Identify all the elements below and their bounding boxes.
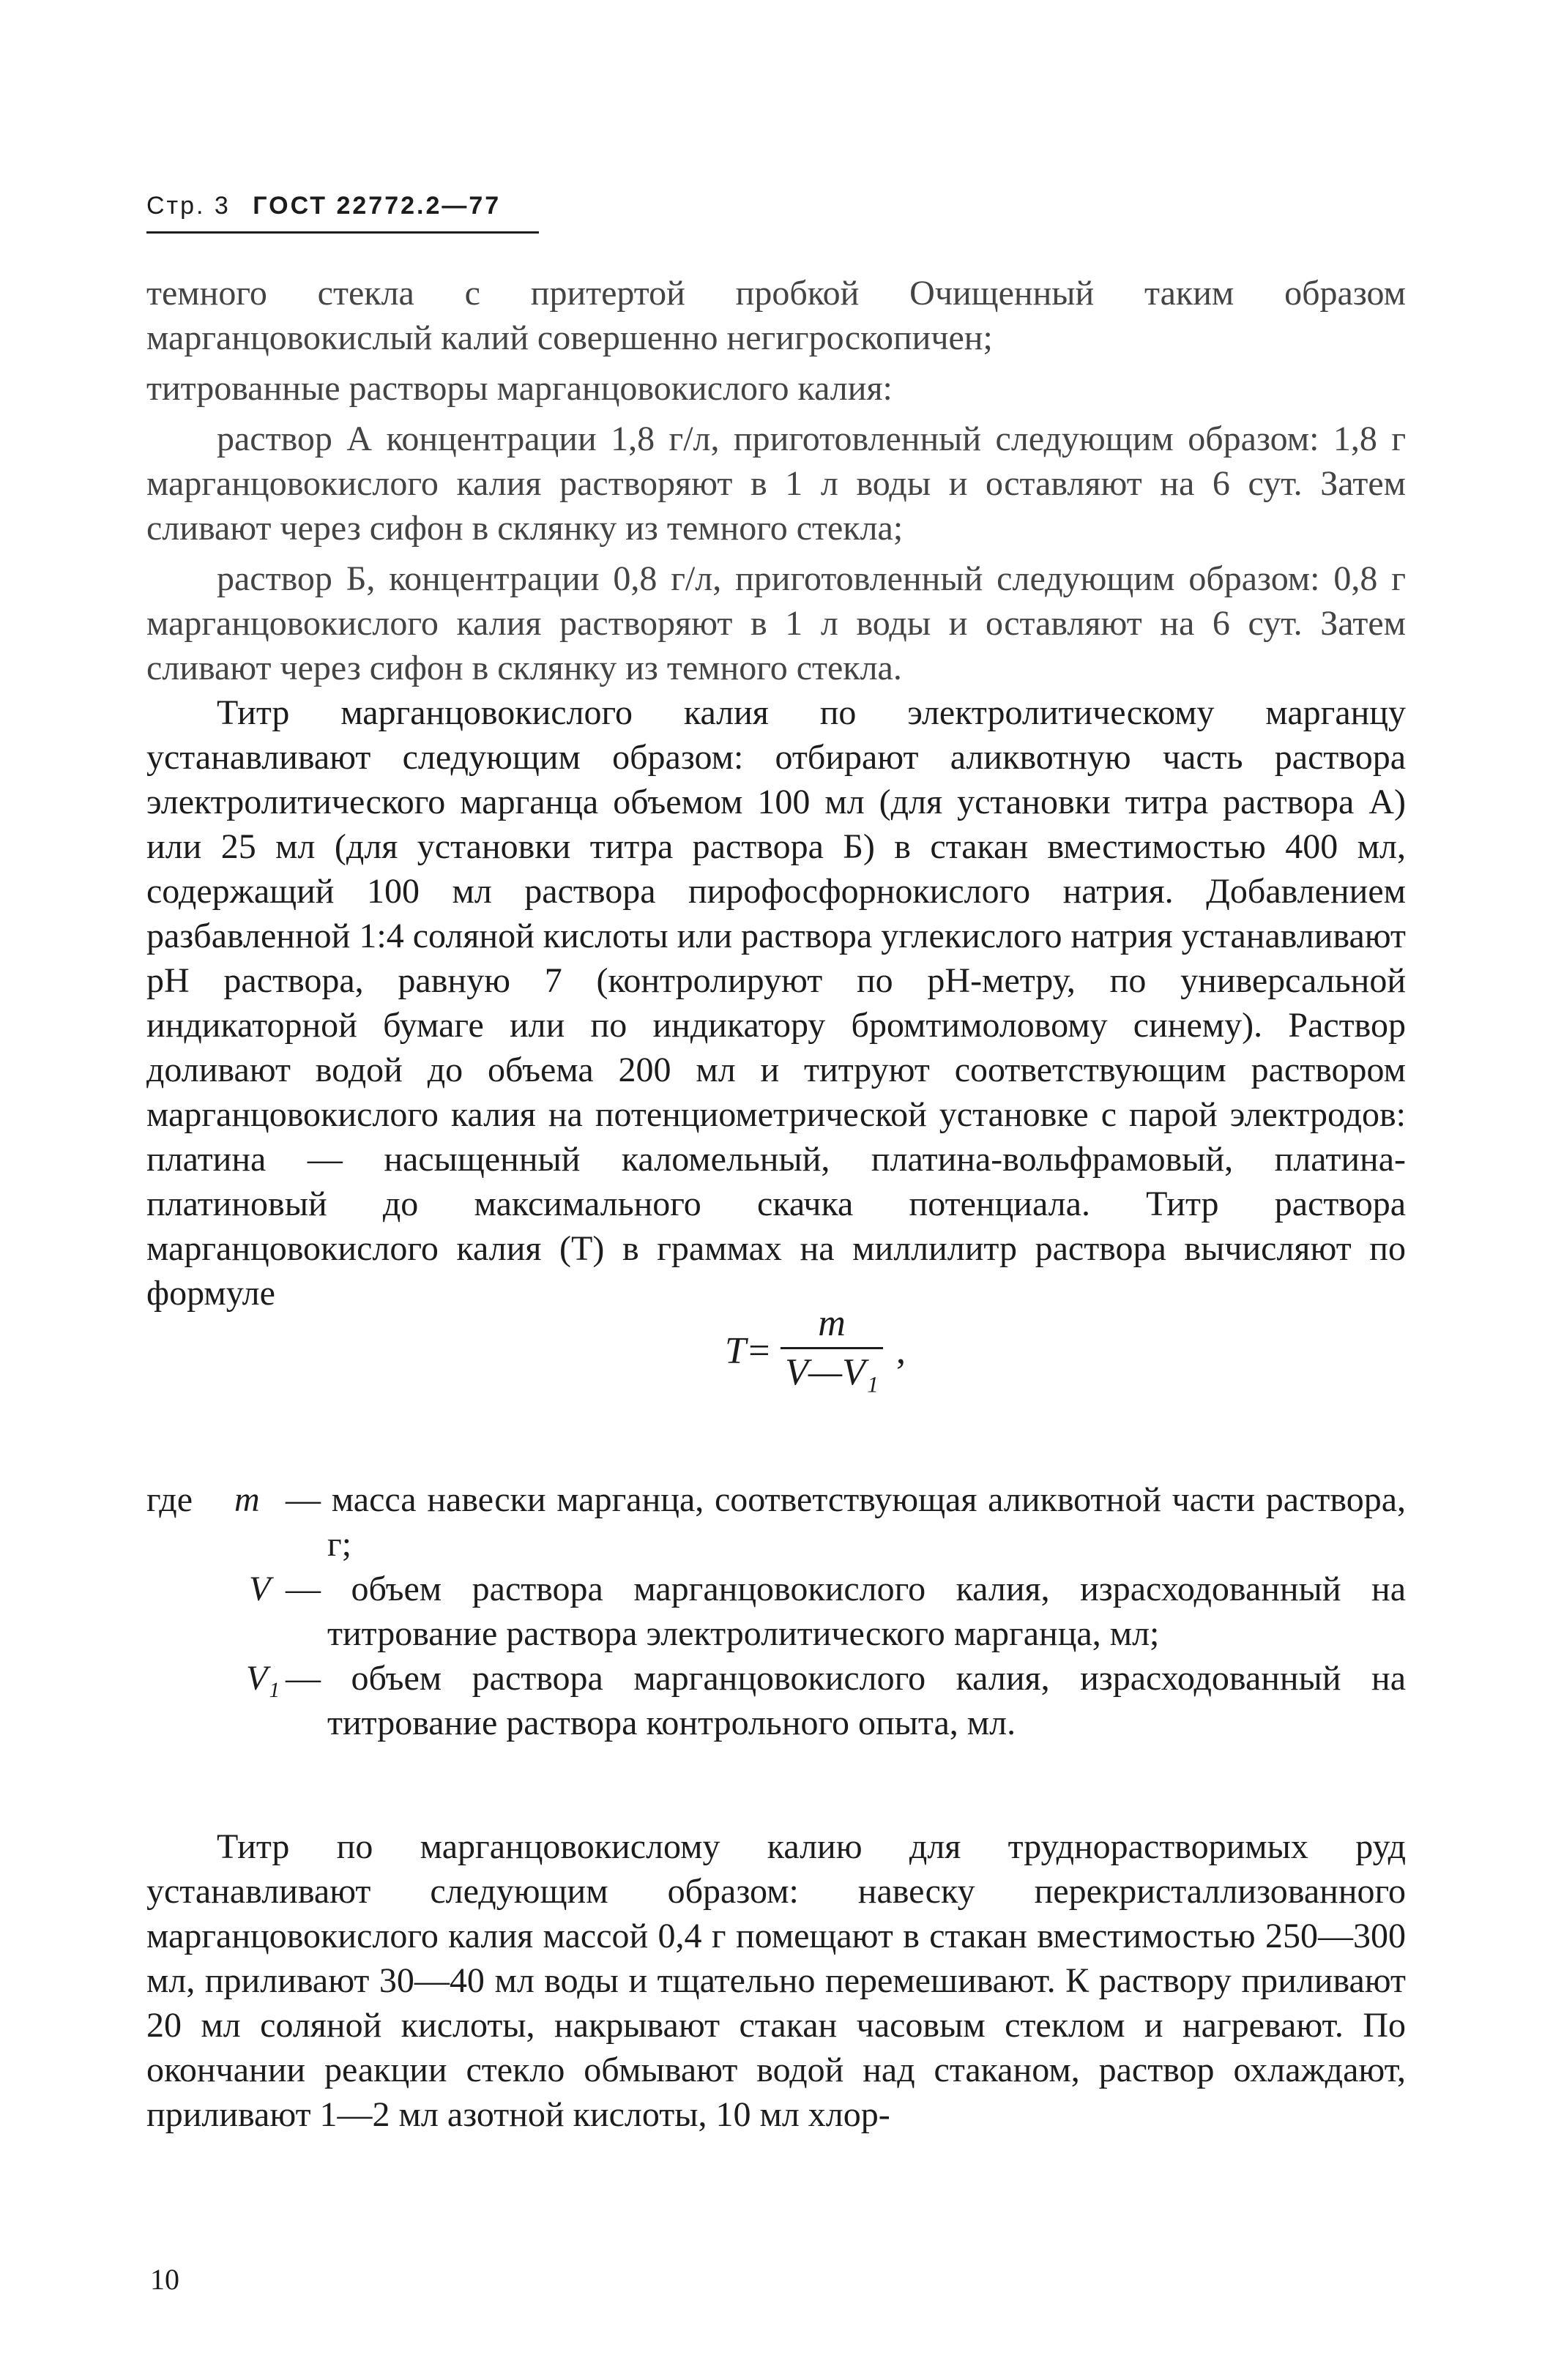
legend-item <box>146 1656 1406 1745</box>
paragraph-titre-method: Титр марганцовокислого калия по электролитическому марганцу устанавливают следующим образом: отбирают аликвотную часть раствора электролитического марганца объемом 100 мл (для установки титра раствора А) или 25 мл (для установки титра раствора Б) в стакан вместимостью 400 мл, содержащий 100 мл раствора пирофосфорнокислого натрия. Добавлением разбавленной 1:4 соляной кислоты или раствора углекислого натрия устанавливают рН раствора, равную 7 (контролируют по рН-метру, по универсальной индикаторной бумаге или по индикатору бромтимоловому синему). Раствор доливают водой до объема 200 мл и титруют соответствующим раствором марганцовокислого калия на потенциометрической установке с парой электродов: платина — насыщенный каломельный, платина-вольфрамовый, платина-платиновый до максимального скачка потенциала. Титр раствора марганцовокислого калия (Т) в граммах на миллилитр раствора вычисляют по формуле <box>146 693 1406 1313</box>
formula-denominator: V—V₁ <box>785 1351 879 1393</box>
paragraph-storage: темного стекла с притертой пробкой Очищенный таким образом марганцовокислый калий совершенно негигроскопичен; <box>146 274 1406 357</box>
paragraph-solution-a: раствор А концентрации 1,8 г/л, приготовленный следующим образом: 1,8 г марганцовокислого калия растворяют в 1 л воды и оставляют на 6 сут. Затем сливают через сифон в склянку из темного стекла; <box>146 419 1406 548</box>
formula-legend <box>146 1477 1406 1745</box>
formula-numerator: m <box>818 1302 846 1344</box>
main-text <box>146 271 1406 1316</box>
titre-formula <box>725 1303 1018 1413</box>
page-header <box>146 192 501 220</box>
closing-text <box>146 1824 1406 2137</box>
standard-number: ГОСТ 22772.2—77 <box>253 192 502 220</box>
legend-item <box>146 1567 1406 1656</box>
header-rule <box>146 231 539 234</box>
legend-intro: где <box>146 1480 193 1519</box>
paragraph-solution-b: раствор Б, концентрации 0,8 г/л, приготовленный следующим образом: 0,8 г марганцовокислого калия растворяют в 1 л воды и оставляют на 6 сут. Затем сливают через сифон в склянку из темного стекла. <box>146 559 1406 687</box>
fraction-bar <box>781 1347 883 1349</box>
legend-item <box>146 1477 1406 1567</box>
formula-comma: , <box>896 1330 906 1372</box>
page-label: Стр. 3 <box>146 192 231 220</box>
formula-fraction <box>781 1303 883 1393</box>
formula-lhs: T= <box>725 1330 772 1372</box>
page-number: 10 <box>150 2263 179 2296</box>
legend-symbol: V₁ <box>246 1659 280 1698</box>
legend-description: — объем раствора марганцовокислого калия, израсходованный на титрование раствора контрольного опыта, мл. <box>286 1659 1406 1742</box>
legend-symbol: m <box>234 1480 260 1519</box>
legend-description: — масса навески марганца, соответствующая аликвотной части раствора, г; <box>286 1480 1406 1564</box>
legend-symbol: V <box>249 1570 271 1608</box>
paragraph-insoluble-ores: Титр по марганцовокислому калию для труднорастворимых руд устанавливают следующим образом: навеску перекристаллизованного марганцовокислого калия массой 0,4 г помещают в стакан вместимостью 250—300 мл, приливают 30—40 мл воды и тщательно перемешивают. К раствору приливают 20 мл соляной кислоты, накрывают стакан часовым стеклом и нагревают. По окончании реакции стекло обмывают водой над стаканом, раствор охлаждают, приливают 1—2 мл азотной кислоты, 10 мл хлор- <box>146 1827 1406 2134</box>
legend-description: — объем раствора марганцовокислого калия, израсходованный на титрование раствора электролитического марганца, мл; <box>286 1570 1406 1653</box>
paragraph-titrated-solutions: титрованные растворы марганцовокислого калия: <box>146 369 893 408</box>
